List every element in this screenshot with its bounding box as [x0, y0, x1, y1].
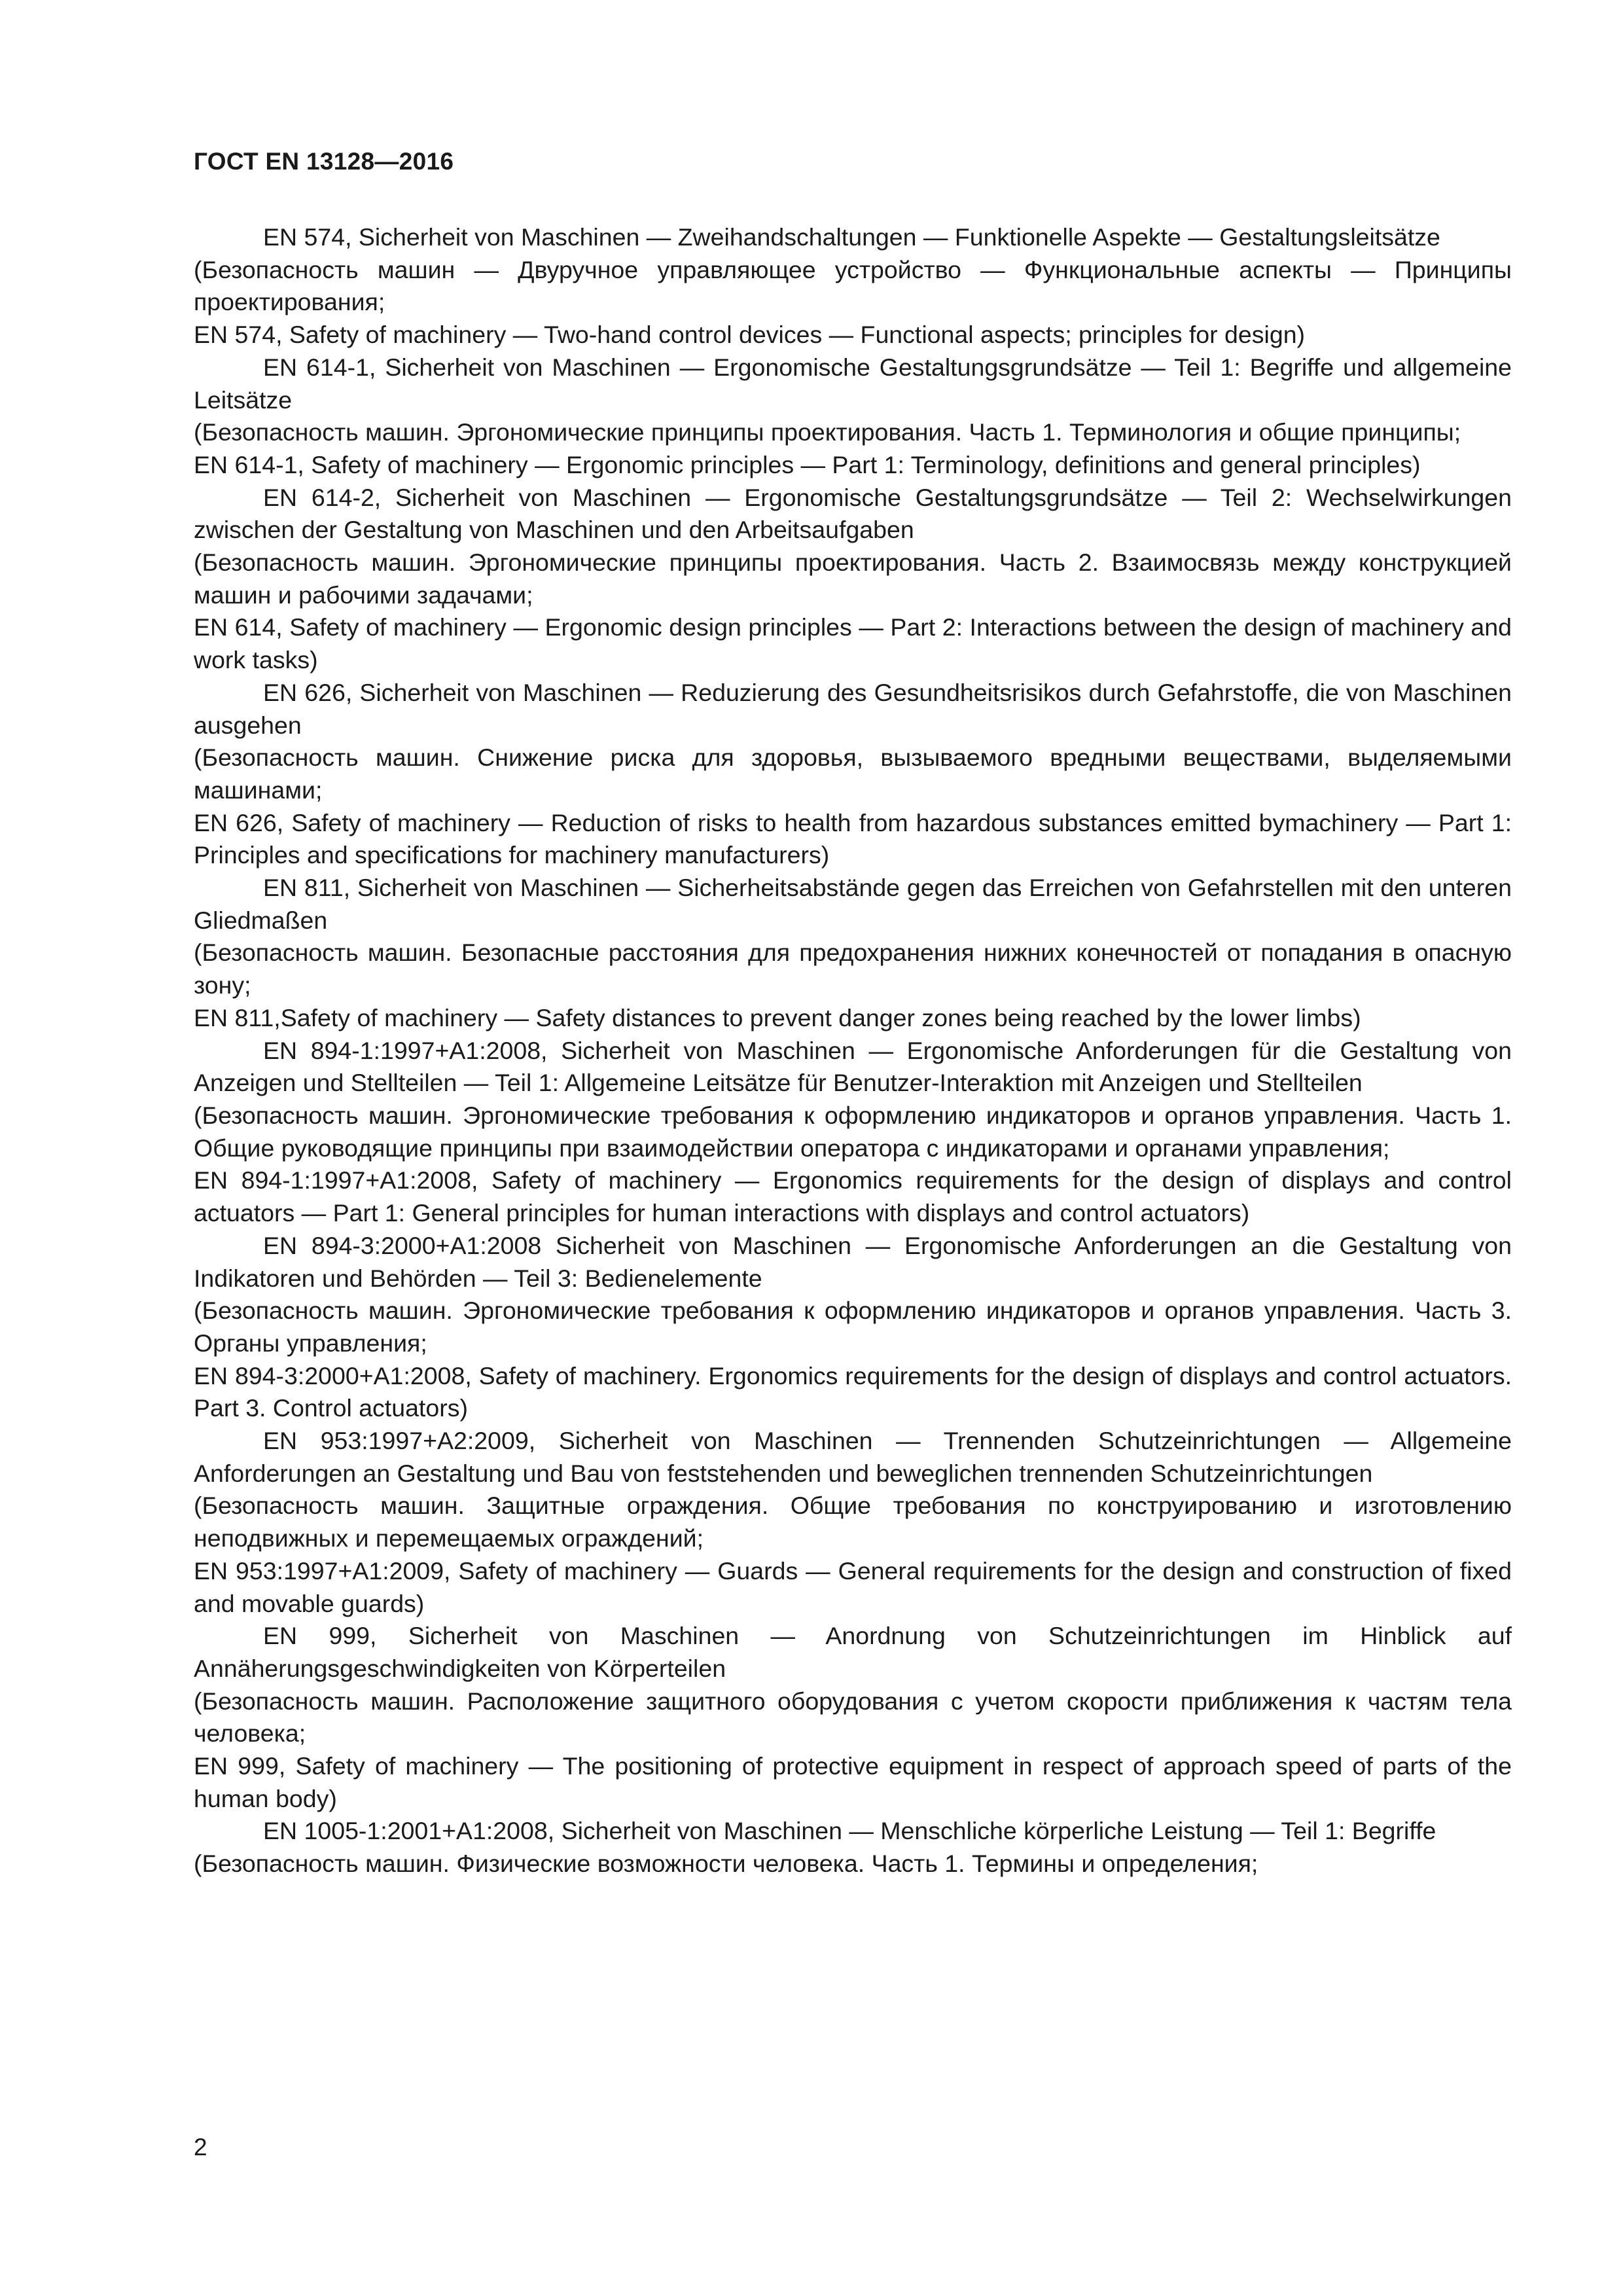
reference-russian: (Безопасность машин. Эргономические требования к оформлению индикаторов и органов управления. Часть 3. Органы управления;	[194, 1297, 1512, 1357]
reference-german: EN 614-2, Sicherheit von Maschinen — Ergonomische Gestaltungsgrundsätze — Teil 2: Wechselwirkungen zwischen der Gestaltung von Maschinen und den Arbeitsaufgaben	[194, 483, 1512, 544]
reference-german: EN 999, Sicherheit von Maschinen — Anordnung von Schutzeinrichtungen im Hinblick auf Annäherungsgeschwindigkeiten von Körperteilen	[194, 1622, 1512, 1682]
reference-entry	[194, 677, 1512, 872]
reference-entry	[194, 1815, 1512, 1880]
reference-russian: (Безопасность машин. Физические возможности человека. Часть 1. Термины и определения;	[194, 1850, 1258, 1878]
reference-russian: (Безопасность машин. Снижение риска для здоровья, вызываемого вредными веществами, выделяемыми машинами;	[194, 744, 1512, 804]
reference-english: EN 614-1, Safety of machinery — Ergonomic principles — Part 1: Terminology, definitions and general principles)	[194, 450, 1421, 478]
reference-english: EN 999, Safety of machinery — The positioning of protective equipment in respect of approach speed of parts of the human body)	[194, 1752, 1512, 1812]
reference-entry	[194, 482, 1512, 677]
reference-german: EN 574, Sicherheit von Maschinen — Zweihandschaltungen — Funktionelle Aspekte — Gestaltungsleitsätze	[263, 223, 1440, 251]
page-number: 2	[194, 2134, 207, 2161]
reference-entry	[194, 872, 1512, 1035]
reference-entry	[194, 1230, 1512, 1425]
reference-german: EN 614-1, Sicherheit von Maschinen — Ergonomische Gestaltungsgrundsätze — Teil 1: Begriffe und allgemeine Leitsätze	[194, 353, 1512, 414]
reference-russian: (Безопасность машин. Эргономические требования к оформлению индикаторов и органов управления. Часть 1. Общие руководящие принципы при взаимодействии оператора с индикаторами и органами управления;	[194, 1101, 1512, 1162]
reference-german: EN 894-3:2000+A1:2008 Sicherheit von Maschinen — Ergonomische Anforderungen an die Gestaltung von Indikatoren und Behörden — Teil 3: Bedienelemente	[194, 1231, 1512, 1292]
reference-english: EN 626, Safety of machinery — Reduction of risks to health from hazardous substances emitted bymachinery — Part 1: Principles and specifications for machinery manufacturers)	[194, 808, 1512, 869]
reference-russian: (Безопасность машин. Эргономические принципы проектирования. Часть 1. Терминология и общие принципы;	[194, 418, 1461, 446]
reference-entry	[194, 1620, 1512, 1815]
reference-russian: (Безопасность машин. Защитные ограждения. Общие требования по конструированию и изготовлению неподвижных и перемещаемых ограждений;	[194, 1492, 1512, 1552]
reference-english: EN 574, Safety of machinery — Two-hand control devices — Functional aspects; principles for design)	[194, 321, 1306, 349]
reference-entry	[194, 221, 1512, 351]
reference-german: EN 1005-1:2001+A1:2008, Sicherheit von Maschinen — Menschliche körperliche Leistung — Teil 1: Begriffe	[263, 1817, 1436, 1845]
references-list	[194, 221, 1512, 1880]
reference-russian: (Безопасность машин — Двуручное управляющее устройство — Функциональные аспекты — Принципы проектирования;	[194, 255, 1512, 316]
reference-english: EN 614, Safety of machinery — Ergonomic design principles — Part 2: Interactions between the design of machinery and work tasks)	[194, 613, 1512, 674]
reference-english: EN 953:1997+A1:2009, Safety of machinery — Guards — General requirements for the design and construction of fixed and movable guards)	[194, 1556, 1512, 1617]
reference-entry	[194, 351, 1512, 482]
reference-german: EN 894-1:1997+A1:2008, Sicherheit von Maschinen — Ergonomische Anforderungen für die Gestaltung von Anzeigen und Stellteilen — Teil 1: Allgemeine Leitsätze für Benutzer-Interaktion mit Anzeigen und Stellteilen	[194, 1036, 1512, 1097]
reference-german: EN 811, Sicherheit von Maschinen — Sicherheitsabstände gegen das Erreichen von Gefahrstellen mit den unteren Gliedmaßen	[194, 874, 1512, 934]
reference-german: EN 626, Sicherheit von Maschinen — Reduzierung des Gesundheitsrisikos durch Gefahrstoffe, die von Maschinen ausgehen	[194, 678, 1512, 739]
standard-designation: ГОСТ EN 13128—2016	[194, 148, 454, 175]
reference-english: EN 894-3:2000+A1:2008, Safety of machinery. Ergonomics requirements for the design of displays and control actuators. Part 3. Control actuators)	[194, 1361, 1512, 1422]
reference-english: EN 811,Safety of machinery — Safety distances to prevent danger zones being reached by the lower limbs)	[194, 1003, 1361, 1031]
reference-russian: (Безопасность машин. Безопасные расстояния для предохранения нижних конечностей от попадания в опасную зону;	[194, 939, 1512, 999]
reference-german: EN 953:1997+A2:2009, Sicherheit von Maschinen — Trennenden Schutzeinrichtungen — Allgemeine Anforderungen an Gestaltung und Bau von feststehenden und beweglichen trennenden Schutzeinrichtungen	[194, 1427, 1512, 1487]
reference-english: EN 894-1:1997+A1:2008, Safety of machinery — Ergonomics requirements for the design of displays and control actuators — Part 1: General principles for human interactions with displays and control actuators)	[194, 1166, 1512, 1227]
reference-russian: (Безопасность машин. Расположение защитного оборудования с учетом скорости приближения к частям тела человека;	[194, 1687, 1512, 1748]
reference-entry	[194, 1035, 1512, 1230]
reference-entry	[194, 1425, 1512, 1620]
reference-russian: (Безопасность машин. Эргономические принципы проектирования. Часть 2. Взаимосвязь между конструкцией машин и рабочими задачами;	[194, 548, 1512, 609]
